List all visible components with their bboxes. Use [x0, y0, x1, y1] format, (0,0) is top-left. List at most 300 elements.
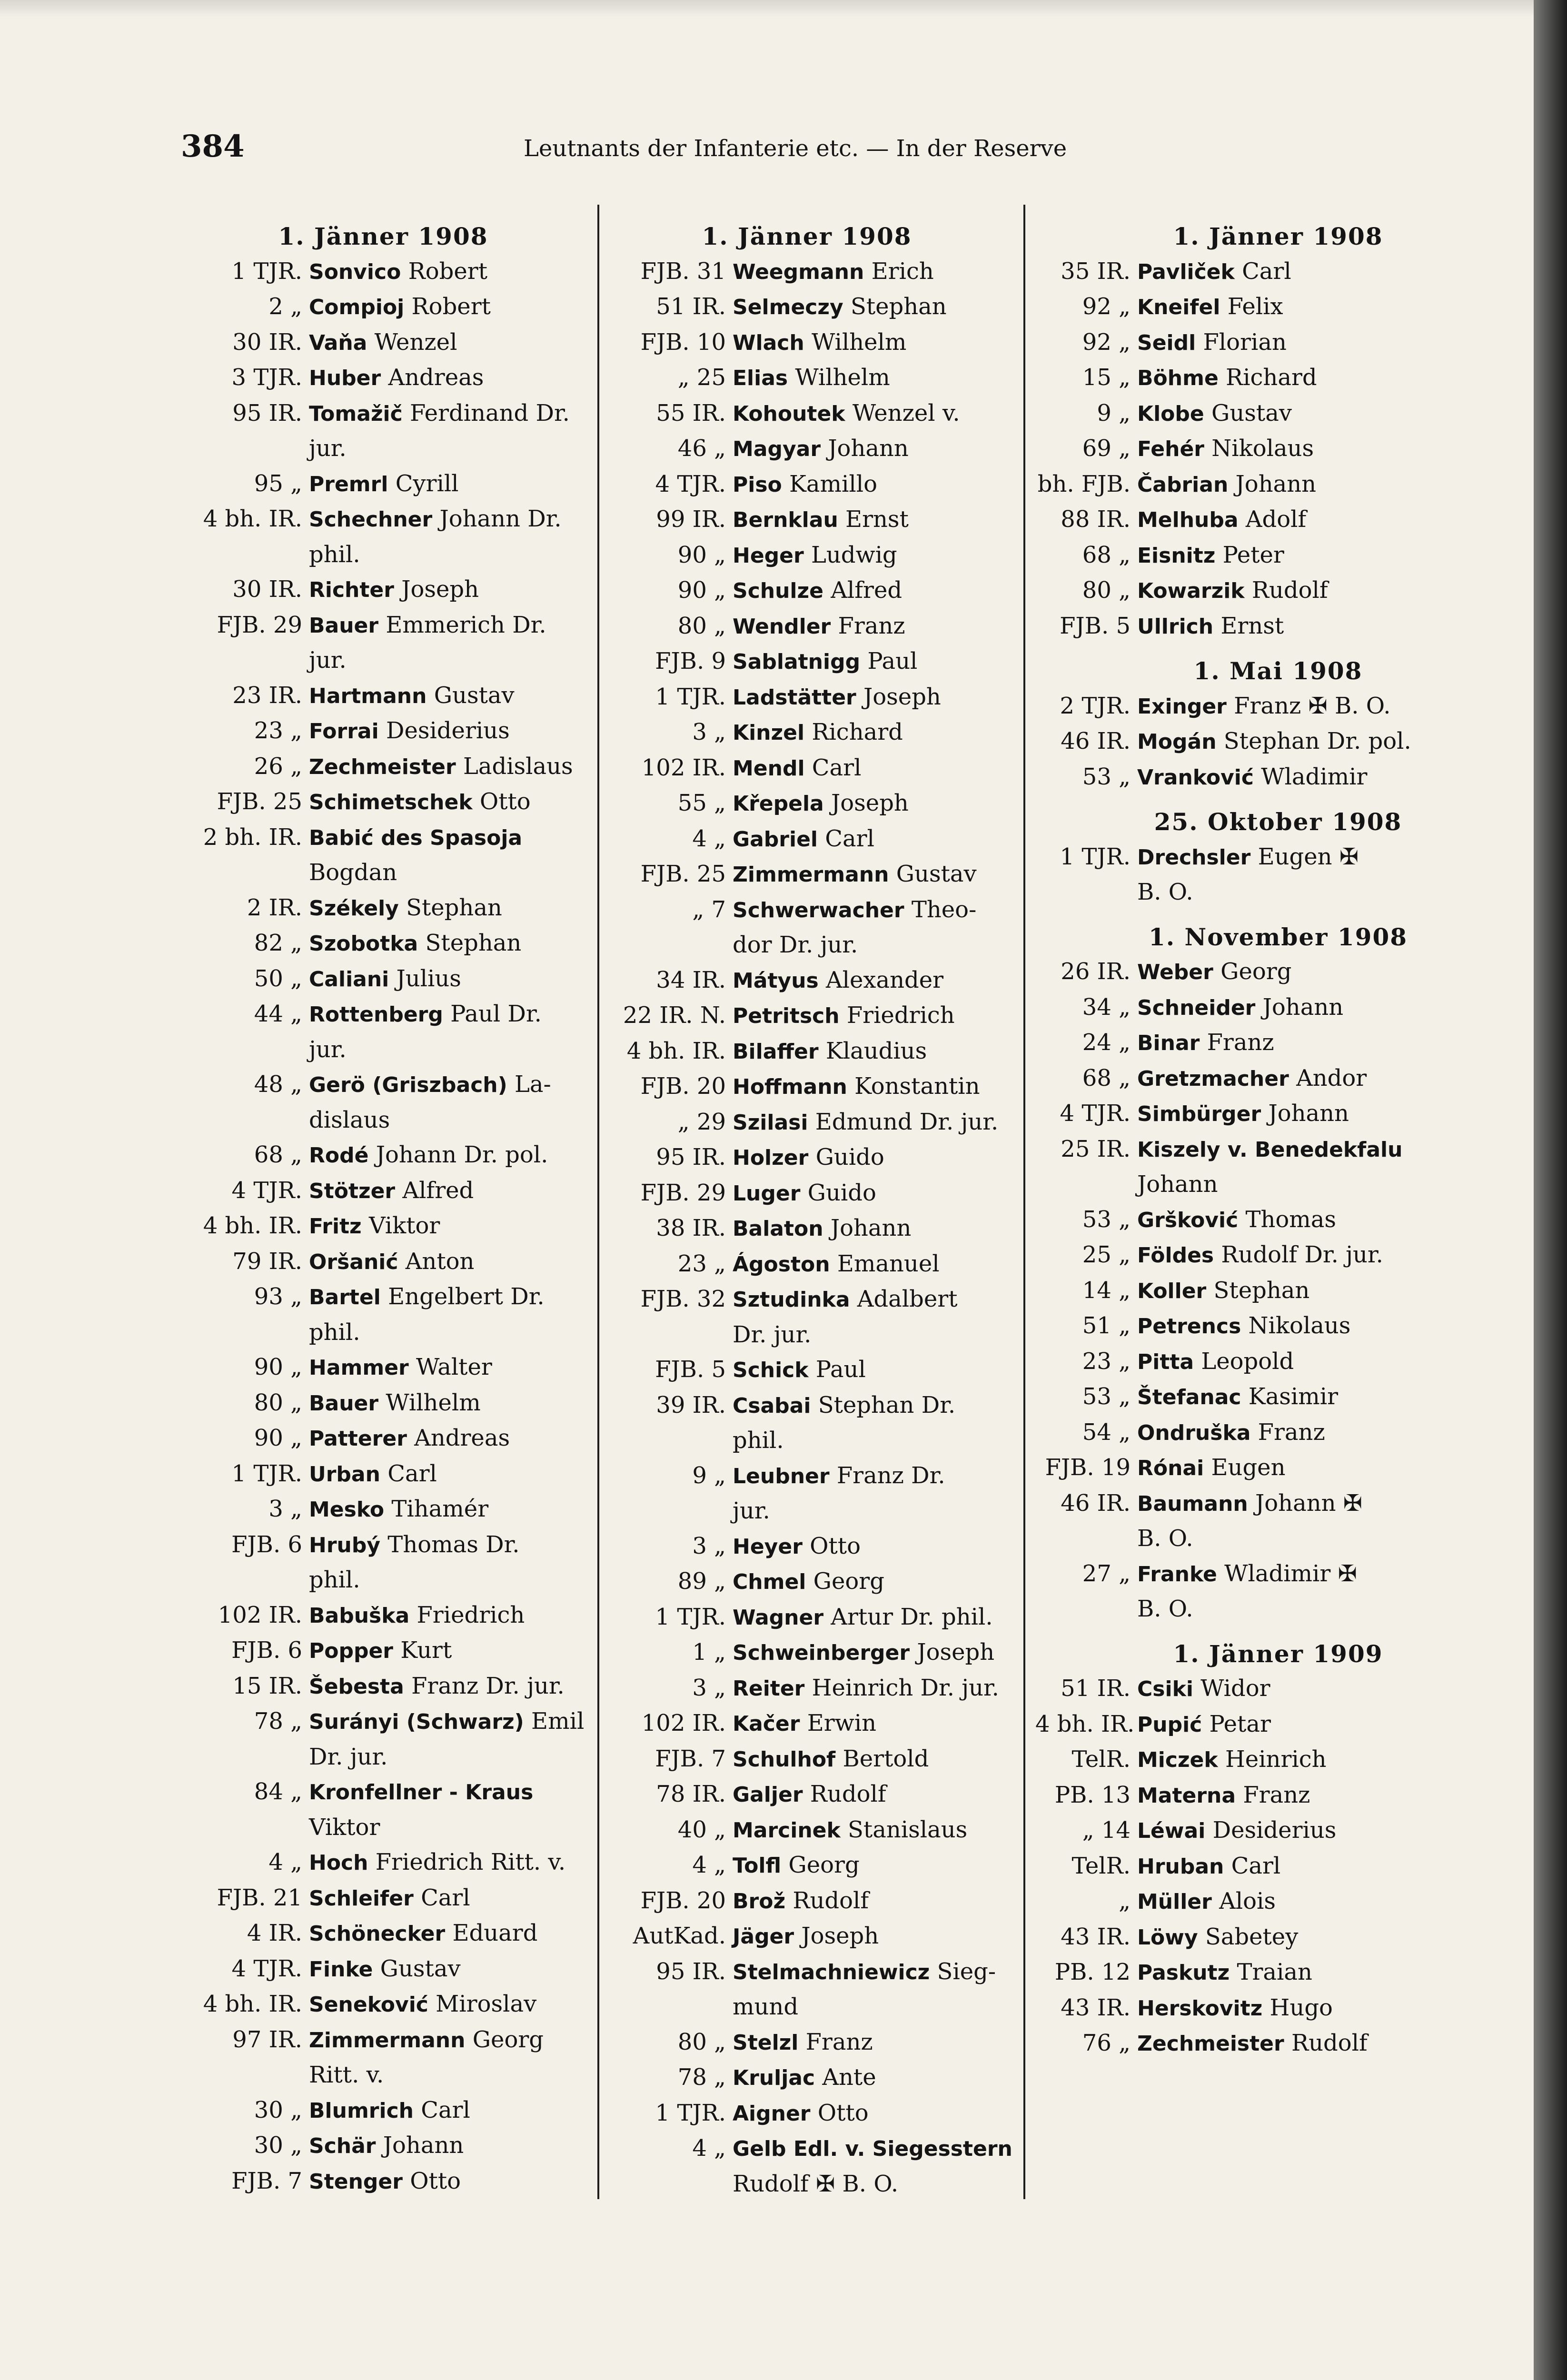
surname: Jäger: [733, 1924, 794, 1949]
entry-continuation: Rudolf ✠ B. O.: [733, 2170, 899, 2197]
roster-entry: [614, 998, 1019, 1034]
roster-entry: [614, 1954, 1019, 1990]
roster-entry: [190, 1952, 595, 1987]
officer-name: [733, 1105, 998, 1140]
given-name: Adolf: [1245, 506, 1307, 533]
roster-entry: [1035, 1707, 1540, 1743]
roster-entry: [1035, 1884, 1540, 1920]
officer-name: [309, 1173, 474, 1209]
roster-entry: [190, 1279, 595, 1315]
officer-name: [309, 396, 570, 432]
roster-entry: [190, 678, 595, 714]
page-top-edge: [0, 0, 1567, 17]
surname: Zechmeister: [309, 754, 456, 779]
surname: Szobotka: [309, 932, 418, 956]
officer-name: [733, 715, 903, 751]
roster-entry: [1035, 1273, 1540, 1309]
given-name: Franz: [1243, 1781, 1310, 1808]
given-name: Friedrich Ritt. v.: [375, 1849, 566, 1875]
roster-entry: [614, 325, 1019, 361]
given-name: Franz: [1207, 1029, 1274, 1056]
surname: Ladstätter: [733, 685, 856, 710]
roster-entry: [190, 749, 595, 785]
roster-entry: [614, 1069, 1019, 1105]
given-name: Kasimir: [1248, 1383, 1339, 1410]
unit-label: FJB. 32: [640, 1286, 726, 1312]
surname: Patterer: [309, 1427, 407, 1451]
officer-name: [1137, 689, 1391, 724]
unit-label: 54 „: [1082, 1418, 1131, 1446]
roster-entry: [614, 1034, 1019, 1070]
given-name: Carl: [387, 1460, 437, 1487]
entry-continuation: phil.: [309, 1319, 360, 1346]
roster-entry: [1035, 1813, 1540, 1849]
entry-continuation: phil.: [309, 541, 360, 568]
surname: Schulze: [733, 579, 823, 603]
given-name: Engelbert Dr.: [388, 1283, 545, 1310]
given-name: Franz: [805, 2028, 873, 2055]
page-header: [181, 129, 1161, 171]
given-name: Paul: [867, 648, 918, 674]
officer-name: [1137, 1415, 1325, 1451]
unit-label: 1 TJR.: [655, 683, 726, 710]
given-name: Johann: [830, 1215, 912, 1241]
entry-continuation: Ritt. v.: [309, 2062, 384, 2088]
officer-name: [1137, 502, 1306, 538]
roster-entry: [614, 1564, 1019, 1600]
surname: Pavliček: [1137, 259, 1235, 284]
unit-label: FJB. 20: [640, 1073, 726, 1100]
officer-name: [1137, 325, 1287, 361]
unit-label: 76 „: [1082, 2030, 1131, 2056]
roster-entry: [190, 1598, 595, 1634]
given-name: Paul: [815, 1356, 866, 1383]
unit-label: 9 „: [1097, 399, 1131, 426]
officer-name: [309, 1386, 481, 1421]
given-name: Erich: [871, 258, 934, 285]
roster-entry: [614, 822, 1019, 857]
roster-entry: [1035, 431, 1540, 467]
entry-continuation: jur.: [309, 1036, 347, 1063]
roster-entry: [1035, 1486, 1540, 1522]
given-name: Georg: [472, 2026, 544, 2053]
given-name: Guido: [815, 1144, 884, 1170]
unit-label: FJB. 19: [1045, 1454, 1131, 1481]
surname: Schweinberger: [733, 1641, 910, 1665]
officer-name: [309, 254, 487, 290]
entry-continuation: dor Dr. jur.: [733, 932, 858, 958]
roster-entry: [614, 538, 1019, 574]
entry-continuation: Viktor: [309, 1814, 380, 1841]
roster-entry: [190, 997, 595, 1032]
page-number: 384: [181, 129, 245, 164]
unit-label: 102 IR.: [641, 1710, 726, 1736]
roster-entry: [1035, 1379, 1540, 1415]
unit-label: 3 „: [692, 1674, 726, 1701]
roster-entry: [190, 962, 595, 997]
officer-name: [309, 1067, 551, 1103]
roster-entry: [614, 573, 1019, 609]
unit-label: 4 bh. IR.: [203, 1991, 302, 2017]
roster-entry: [1035, 360, 1540, 396]
officer-name: [309, 1527, 520, 1563]
officer-name: [309, 1845, 565, 1881]
given-name: Stephan: [850, 293, 947, 320]
officer-name: [309, 466, 459, 502]
officer-name: [733, 1600, 993, 1636]
roster-entry: [190, 820, 595, 856]
surname: Csabai: [733, 1393, 811, 1418]
given-name: Petar: [1209, 1710, 1271, 1737]
roster-entry: [1035, 1238, 1540, 1273]
roster-entry: [190, 608, 595, 644]
surname: Gabriel: [733, 827, 818, 852]
roster-entry: [1035, 1920, 1540, 1955]
unit-label: 80 „: [1082, 577, 1131, 604]
unit-label: 53 „: [1082, 1383, 1131, 1410]
unit-label: 4 bh. IR.: [203, 506, 302, 532]
surname: Rodé: [309, 1143, 369, 1168]
roster-entry: [614, 360, 1019, 396]
unit-label: 46 „: [677, 435, 726, 462]
unit-label: „ 29: [677, 1108, 726, 1135]
given-name: Rudolf: [1291, 2030, 1368, 2056]
roster-entry: [614, 1884, 1019, 1919]
given-name: Joseph: [401, 576, 479, 603]
column-rule-left: [597, 205, 599, 2199]
officer-name: [309, 749, 573, 785]
surname: Sablatnigg: [733, 650, 861, 674]
unit-label: 23 IR.: [232, 682, 302, 709]
unit-label: FJB. 25: [640, 861, 726, 887]
given-name: Franz: [1258, 1418, 1325, 1446]
given-name: Ernst: [1220, 612, 1284, 639]
given-name: Heinrich Dr. jur.: [812, 1674, 999, 1701]
surname: Ondruška: [1137, 1420, 1251, 1445]
given-name: Thomas: [1245, 1206, 1337, 1233]
surname: Kowarzik: [1137, 579, 1245, 603]
roster-entry: [614, 1458, 1019, 1494]
roster-entry: [614, 1777, 1019, 1813]
given-name: Georg: [813, 1568, 884, 1595]
surname: Ullrich: [1137, 614, 1214, 639]
unit-label: 68 „: [1082, 1064, 1131, 1091]
given-name: Rudolf: [810, 1781, 886, 1807]
roster-entry: [614, 396, 1019, 432]
roster-entry: [614, 1600, 1019, 1636]
given-name: Andor: [1296, 1064, 1367, 1091]
officer-name: [1137, 1379, 1338, 1415]
unit-label: 3 „: [692, 719, 726, 745]
roster-entry: [190, 466, 595, 502]
roster-entry: [190, 1527, 595, 1563]
unit-label: 90 „: [677, 577, 726, 604]
surname: Koller: [1137, 1279, 1207, 1303]
roster-entry: [1035, 325, 1540, 361]
surname: Drechsler: [1137, 845, 1251, 870]
officer-name: [309, 1704, 584, 1740]
surname: Tomažič: [309, 401, 403, 426]
given-name: Georg: [1220, 958, 1292, 985]
officer-name: [733, 2096, 869, 2132]
given-name: Walter: [416, 1354, 492, 1380]
officer-name: [1137, 1742, 1327, 1778]
given-name: Desiderius: [386, 717, 510, 744]
roster-entry: [614, 857, 1019, 892]
surname: Hartmann: [309, 684, 427, 708]
unit-label: 82 „: [254, 930, 302, 956]
given-name: Richard: [1226, 364, 1317, 391]
unit-label: 14 „: [1082, 1277, 1131, 1304]
unit-label: 90 „: [677, 541, 726, 568]
roster-entry: [190, 1916, 595, 1952]
entry-continuation: jur.: [733, 1497, 770, 1524]
given-name: Wladimir ✠: [1224, 1560, 1357, 1587]
surname: Premrl: [309, 472, 388, 496]
roster-entry: [614, 431, 1019, 467]
surname: Bauer: [309, 1391, 379, 1416]
surname: Sztudinka: [733, 1288, 850, 1312]
roster-entry: [190, 254, 595, 290]
given-name: Johann Dr.: [439, 506, 562, 532]
officer-name: [1137, 2026, 1368, 2062]
roster-entry: [614, 751, 1019, 786]
given-name: Wilhelm: [386, 1389, 481, 1416]
given-name: Ferdinand Dr.: [409, 399, 570, 426]
officer-name: [1137, 1061, 1367, 1097]
entry-continuation: B. O.: [1137, 879, 1193, 905]
roster-entry: [190, 1173, 595, 1209]
surname: Kronfellner - Kraus: [309, 1780, 534, 1805]
roster-entry: [614, 289, 1019, 325]
surname: Pupić: [1137, 1712, 1202, 1737]
given-name: Stanislaus: [848, 1816, 968, 1843]
unit-label: 2 TJR.: [1060, 692, 1131, 719]
officer-name: [733, 998, 955, 1034]
roster-entry: [1035, 1061, 1540, 1097]
given-name: Robert: [411, 293, 491, 320]
surname: Böhme: [1137, 366, 1219, 390]
surname: Bauer: [309, 613, 379, 638]
officer-name: [733, 1777, 886, 1813]
officer-name: [733, 2025, 873, 2061]
officer-name: [733, 1635, 994, 1671]
officer-name: [733, 538, 897, 574]
unit-label: 48 „: [254, 1071, 302, 1098]
roster-entry: [614, 2131, 1019, 2167]
unit-label: bh. FJB.: [1037, 470, 1131, 497]
roster-entry: [614, 892, 1019, 928]
surname: Léwai: [1137, 1819, 1206, 1843]
roster-entry: [614, 502, 1019, 538]
unit-label: FJB. 29: [640, 1179, 726, 1206]
surname: Holzer: [733, 1146, 809, 1170]
roster-entry: [1035, 1955, 1540, 1991]
officer-name: [309, 1492, 488, 1527]
officer-name: [1137, 573, 1328, 609]
surname: Aigner: [733, 2101, 811, 2126]
given-name: Gustav: [896, 861, 977, 887]
officer-name: [1137, 254, 1291, 290]
entry-continuation: Dr. jur.: [733, 1321, 812, 1348]
roster-entry: [614, 1176, 1019, 1211]
given-name: Rudolf Dr. jur.: [1221, 1241, 1383, 1268]
roster-entry: [190, 1775, 595, 1810]
given-name: Carl: [1231, 1852, 1281, 1879]
officer-name: [1137, 1557, 1357, 1592]
officer-name: [733, 1954, 996, 1990]
unit-label: 2 bh. IR.: [203, 823, 302, 851]
unit-label: 80 „: [677, 612, 726, 639]
surname: Heyer: [733, 1534, 803, 1559]
unit-label: FJB. 5: [1060, 612, 1131, 639]
given-name: Nikolaus: [1211, 435, 1314, 462]
officer-name: [309, 502, 562, 537]
officer-name: [733, 396, 960, 432]
given-name: Otto: [810, 1532, 861, 1559]
surname: Franke: [1137, 1562, 1217, 1587]
officer-name: [309, 2164, 461, 2200]
officer-name: [1137, 1344, 1294, 1380]
unit-label: FJB. 31: [640, 258, 726, 285]
roster-entry: [1035, 538, 1540, 574]
surname: Tolfl: [733, 1854, 782, 1878]
unit-label: 4 TJR.: [1060, 1100, 1131, 1127]
roster-entry: [1035, 254, 1540, 290]
officer-name: [733, 325, 906, 361]
unit-label: 1 „: [692, 1639, 726, 1666]
surname: Hoch: [309, 1851, 368, 1875]
roster-entry: [1035, 1849, 1540, 1884]
officer-name: [1137, 1813, 1336, 1849]
unit-label: 92 „: [1082, 328, 1131, 356]
given-name: Johann ✠: [1255, 1489, 1362, 1517]
roster-entry: [1035, 1450, 1540, 1486]
surname: Schechner: [309, 507, 433, 532]
roster-entry: [614, 1282, 1019, 1318]
roster-entry: [190, 2023, 595, 2058]
surname: Chmel: [733, 1570, 806, 1594]
surname: Binar: [1137, 1031, 1200, 1055]
unit-label: 46 IR.: [1061, 728, 1131, 754]
officer-name: [309, 325, 457, 361]
unit-label: 4 bh. IR.: [1035, 1710, 1135, 1737]
officer-name: [309, 2128, 464, 2164]
officer-name: [309, 1138, 548, 1173]
officer-name: [1137, 360, 1317, 396]
surname: Marcinek: [733, 1818, 841, 1843]
roster-entry: [614, 680, 1019, 715]
roster-entry: [190, 891, 595, 926]
surname: Vaňa: [309, 330, 367, 355]
entry-continuation: jur.: [309, 435, 347, 462]
given-name: Otto: [479, 788, 531, 815]
officer-name: [309, 1881, 470, 1916]
given-name: Alfred: [402, 1177, 474, 1204]
date-heading: 25. Oktober 1908: [1154, 808, 1402, 836]
unit-label: 46 IR.: [1061, 1489, 1131, 1517]
roster-entry: [190, 1421, 595, 1457]
surname: Hrubý: [309, 1533, 381, 1557]
officer-name: [1137, 1273, 1309, 1309]
officer-name: [1137, 1884, 1276, 1920]
officer-name: [1137, 1132, 1402, 1168]
given-name: Widor: [1200, 1675, 1270, 1702]
given-name: Alexander: [825, 966, 944, 993]
officer-name: [309, 962, 461, 997]
given-name: Carl: [825, 825, 874, 852]
unit-label: 55 IR.: [656, 399, 726, 426]
officer-name: [733, 963, 943, 999]
given-name: Nikolaus: [1248, 1312, 1351, 1339]
given-name: Alois: [1219, 1888, 1276, 1914]
officer-name: [309, 360, 484, 396]
officer-name: [309, 1457, 437, 1492]
officer-name: [309, 997, 542, 1032]
given-name: Thomas Dr.: [387, 1531, 520, 1558]
unit-label: 15 „: [1082, 364, 1131, 391]
given-name: Andreas: [414, 1425, 510, 1451]
surname: Čabrian: [1137, 472, 1229, 497]
roster-entry: [614, 1671, 1019, 1706]
officer-name: [1137, 760, 1367, 795]
roster-entry: [1035, 289, 1540, 325]
given-name: Bertold: [843, 1745, 929, 1772]
unit-label: 4 „: [692, 2135, 726, 2162]
given-name: Emmerich Dr.: [386, 611, 546, 638]
officer-name: [1137, 609, 1284, 645]
surname: Compioj: [309, 295, 405, 319]
given-name: Stephan Dr.: [818, 1391, 956, 1418]
surname: Seneković: [309, 1993, 428, 2017]
roster-entry: [1035, 954, 1540, 990]
unit-label: PB. 13: [1054, 1781, 1131, 1808]
unit-label: „ 7: [692, 896, 726, 923]
unit-label: 4 IR.: [247, 1920, 302, 1946]
officer-name: [309, 1244, 474, 1280]
surname: Bartel: [309, 1285, 381, 1309]
unit-label: 3 „: [692, 1532, 726, 1559]
officer-name: [1137, 1096, 1349, 1132]
surname: Gršković: [1137, 1208, 1239, 1232]
given-name: Eugen ✠: [1258, 843, 1359, 870]
unit-label: 68 „: [254, 1141, 302, 1168]
date-heading: 1. Mai 1908: [1193, 657, 1363, 685]
roster-entry: [190, 2164, 595, 2200]
date-heading: 1. Jänner 1908: [278, 222, 488, 250]
unit-label: FJB. 6: [231, 1637, 302, 1664]
unit-label: 53 „: [1082, 1206, 1131, 1233]
roster-entry: [1035, 1344, 1540, 1380]
given-name: Emanuel: [837, 1250, 940, 1277]
unit-label: 2 „: [268, 293, 302, 320]
unit-label: 23 „: [1082, 1348, 1131, 1375]
unit-label: 51 IR.: [1061, 1675, 1131, 1702]
given-name: Ludwig: [811, 541, 897, 568]
unit-label: 88 IR.: [1061, 506, 1131, 533]
roster-entry: [614, 1706, 1019, 1742]
officer-name: [733, 822, 874, 857]
roster-column-2: [614, 219, 1019, 2199]
unit-label: „ 25: [677, 364, 726, 391]
given-name: Gustav: [434, 682, 515, 709]
roster-entry: [190, 289, 595, 325]
unit-label: 102 IR.: [641, 754, 726, 781]
surname: Šebesta: [309, 1674, 404, 1699]
surname: Stelmachniewicz: [733, 1960, 930, 1984]
unit-label: 80 „: [254, 1389, 302, 1416]
unit-label: 38 IR.: [656, 1215, 726, 1241]
